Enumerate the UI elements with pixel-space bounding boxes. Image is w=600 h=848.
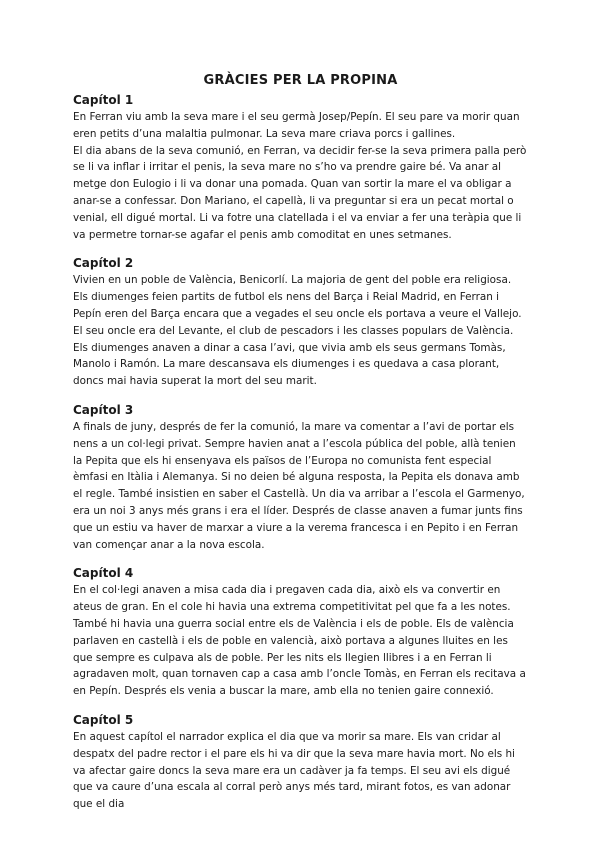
chapter-2 bbox=[73, 255, 528, 390]
document-page bbox=[73, 72, 528, 825]
chapter-paragraph: Vivien en un poble de València, Benicorlí. La majoria de gent del poble era religiosa. Els diumenges feien partits de futbol els nens del Barça i Reial Madrid, en Ferran i Pepín eren del Barça encara que a vegades el seu oncle els portava a veure el Vallejo. El seu oncle era del Levante, el club de pescadors i les classes populars de València. bbox=[73, 274, 522, 337]
chapter-1 bbox=[73, 92, 528, 243]
chapter-heading: Capítol 1 bbox=[73, 93, 134, 107]
chapter-4 bbox=[73, 565, 528, 700]
chapter-paragraph: En aquest capítol el narrador explica el dia que va morir sa mare. Els van cridar al despatx del padre rector i el pare els hi va dir que la seva mare havia mort. No els hi va afectar gaire doncs la seva mare era un cadàver ja fa temps. El seu avi els digué que va caure d’una escala al corral però anys més tard, mirant fotos, es van adonar que el dia bbox=[73, 730, 515, 811]
chapter-heading: Capítol 5 bbox=[73, 712, 134, 727]
chapter-5 bbox=[73, 712, 528, 813]
chapter-heading: Capítol 4 bbox=[73, 566, 134, 581]
chapter-paragraph: Els diumenges anaven a dinar a casa l’avi, que vivia amb els seus germans Tomàs, Manolo i Ramón. La mare descansava els diumenges i es quedava a casa plorant, doncs mai havia superat la mort del seu marit. bbox=[73, 341, 506, 388]
document-title: GRÀCIES PER LA PROPINA bbox=[203, 73, 398, 88]
chapter-paragraph: A finals de juny, després de fer la comunió, la mare va comentar a l’avi de portar els nens a un col·legi privat. Sempre havien anat a l’escola pública del poble, allà tenien la Pepita que els hi ensenyava els països de l’Europa no comunista fent especial èmfasi en Itàlia i Alemanya. Si no deien bé alguna resposta, la Pepita els donava amb el regle. També insistien en saber el Castellà. Un dia va arribar a l’escola el Garmenyo, era un noi 3 anys més grans i era el líder. Després de classe anaven a fumar junts fins que un estiu va haver de marxar a viure a la verema francesca i en Pepito i en Ferran van començar anar a la nova escola. bbox=[73, 420, 525, 551]
chapter-heading: Capítol 2 bbox=[73, 256, 134, 271]
chapter-paragraph: En Ferran viu amb la seva mare i el seu germà Josep/Pepín. El seu pare va morir quan eren petits d’una malaltia pulmonar. La seva mare criava porcs i gallines. bbox=[73, 111, 520, 140]
chapter-3 bbox=[73, 402, 528, 553]
chapter-paragraph: En el col·legi anaven a misa cada dia i pregaven cada dia, això els va convertir en ateus de gran. En el cole hi havia una extrema competitivitat pel que fa a les notes. També hi havia una guerra social entre els de València i els de poble. Els de valència parlaven en castellà i els de poble en valencià, això portava a algunes lluites en les que sempre es culpava als de poble. Per les nits els llegien llibres i a en Ferran li agradaven molt, quan tornaven cap a casa amb l’oncle Tomàs, en Ferran els recitava a en Pepín. Després els venia a buscar la mare, amb ella no tenien gaire connexió. bbox=[73, 584, 526, 698]
chapter-paragraph: El dia abans de la seva comunió, en Ferran, va decidir fer-se la seva primera palla però se li va inflar i irritar el penis, la seva mare no s’ho va prendre gaire bé. Va anar al metge don Eulogio i li va donar una pomada. Quan van sortir la mare el va obligar a anar-se a confessar. Don Mariano, el capellà, li va preguntar si era un pecat mortal o venial, ell digué mortal. Li va fotre una clatellada i el va enviar a fer una teràpia que li va permetre tornar-se agafar el penis amb comoditat en unes setmanes. bbox=[73, 144, 527, 241]
chapter-heading: Capítol 3 bbox=[73, 402, 134, 417]
